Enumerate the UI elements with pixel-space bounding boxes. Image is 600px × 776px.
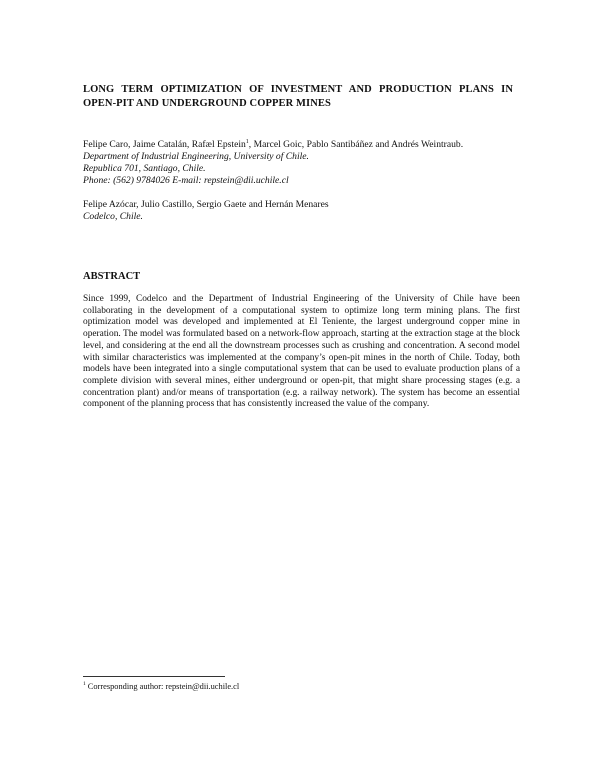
affiliation-address: Republica 701, Santiago, Chile. <box>83 163 206 174</box>
paper-title: LONG TERM OPTIMIZATION OF INVESTMENT AND PRODUCTION PLANS IN OPEN-PIT AND UNDERGROUND COPPER MINES <box>83 84 513 109</box>
abstract-heading: ABSTRACT <box>83 271 141 282</box>
author-names-part-1: Felipe Caro, Jaime Catalán, Rafæl Epstein <box>83 139 246 150</box>
footnote-marker: 1 <box>245 138 249 145</box>
author-names-line-2: Felipe Azócar, Julio Castillo, Sergio Gaete and Hernán Menares <box>83 199 329 210</box>
footnote-text: Corresponding author: repstein@dii.uchile.cl <box>87 682 240 691</box>
abstract-text: Since 1999, Codelco and the Department of Industrial Engineering of the University of Chile have been collaborating in the development of a computational system to optimize long term mining plans. The first optimization model was developed and implemented at El Teniente, the largest underground copper mine in operation. The model was formulated based on a network-flow approach, starting at the extraction stage at the block level, and considering at the end all the downstream processes such as crushing and concentration. A second model with similar characteristics was implemented at the company’s open-pit mines in the north of Chile. Today, both models have been integrated into a single computational system that can be used to evaluate production plans of a complete division with several mines, either underground or open-pit, that might share processing stages (e.g. a concentration plant) and/or means of transportation (e.g. a railway network). The system has become an essential component of the planning process that has consistently increased the value of the company. <box>83 294 520 410</box>
author-names-part-2: , Marcel Goic, Pablo Santibáñez and Andrés Weintraub. <box>248 139 464 150</box>
footnote-divider <box>83 676 225 677</box>
author-names-line <box>83 139 523 151</box>
affiliation-department: Department of Industrial Engineering, University of Chile. <box>83 151 309 162</box>
contact-info: Phone: (562) 9784026 E-mail: repstein@dii.uchile.cl <box>83 175 289 186</box>
footnote-number: 1 <box>83 681 86 688</box>
author-group-codelco-uchile <box>83 139 523 187</box>
affiliation-codelco: Codelco, Chile. <box>83 211 143 222</box>
author-group-codelco <box>83 199 523 223</box>
footnote <box>83 681 239 692</box>
